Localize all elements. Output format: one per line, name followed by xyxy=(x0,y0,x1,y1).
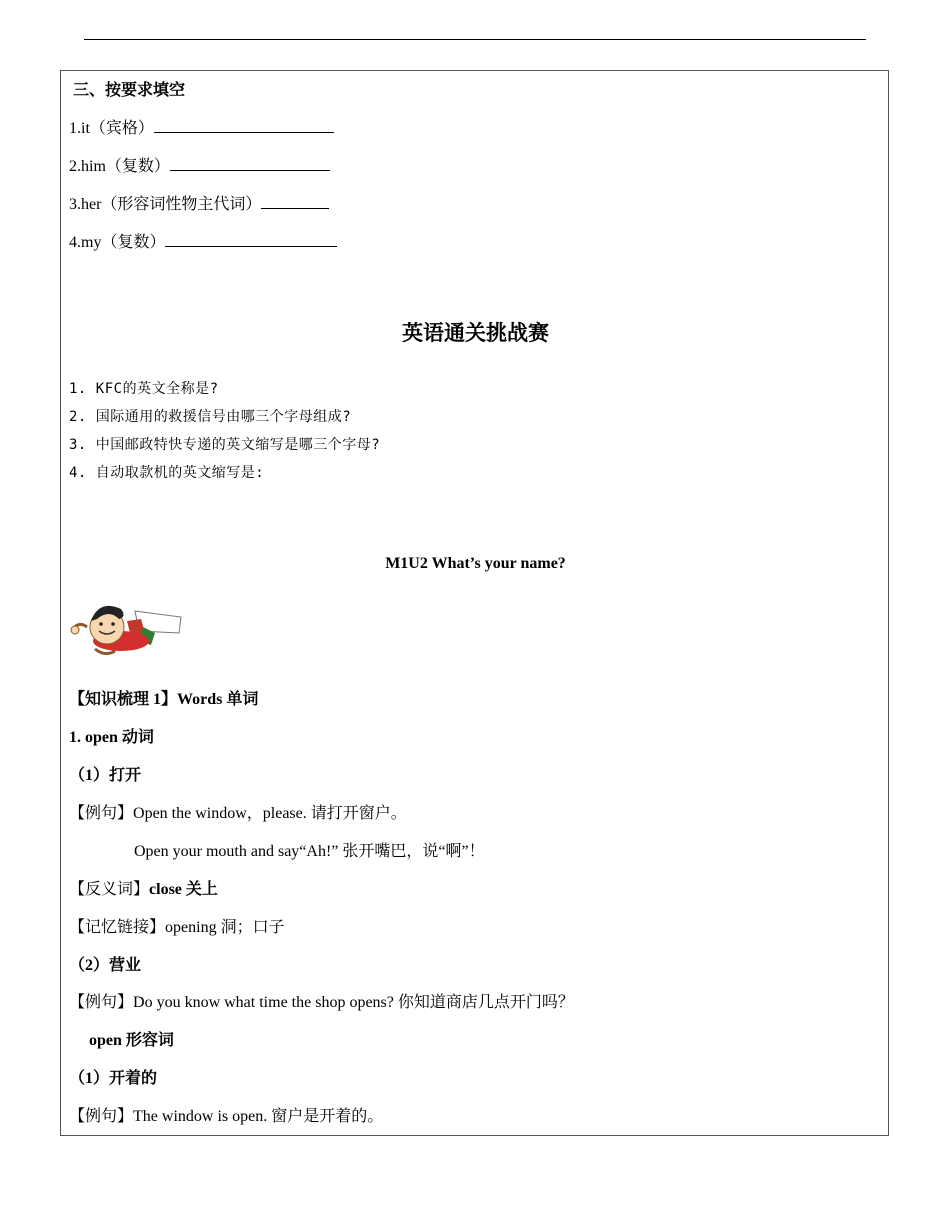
answer-blank[interactable] xyxy=(170,156,330,171)
fill-item-text: 1.it（宾格） xyxy=(69,120,154,137)
example-1b: Open your mouth and say“Ah!” 张开嘴巴，说“啊”！ xyxy=(134,843,485,860)
word-heading-open-adj: open 形容词 xyxy=(89,1032,174,1049)
knowledge-heading: 【知识梳理 1】Words 单词 xyxy=(69,691,259,708)
quiz-question-2: 2. 国际通用的救援信号由哪三个字母组成? xyxy=(69,409,352,425)
sense-3: （1）开着的 xyxy=(69,1070,158,1087)
answer-blank[interactable] xyxy=(154,118,334,133)
quiz-question-1: 1. KFC的英文全称是? xyxy=(69,381,219,397)
example-1 xyxy=(69,800,407,823)
quiz-question-4: 4. 自动取款机的英文缩写是: xyxy=(69,465,265,481)
fill-item-3 xyxy=(69,191,329,214)
example-tag: 【例句】 xyxy=(69,994,134,1011)
fill-item-text: 4.my（复数） xyxy=(69,234,166,251)
example-text: Do you know what time the shop opens? 你知道商店几点开门吗？ xyxy=(133,994,574,1011)
example-text: The window is open. 窗户是开着的。 xyxy=(133,1108,384,1125)
quiz-question-3: 3. 中国邮政特快专递的英文缩写是哪三个字母? xyxy=(69,437,381,453)
word-heading-open-verb: 1. open 动词 xyxy=(69,729,154,746)
sense-1: （1）打开 xyxy=(69,767,142,784)
example-2 xyxy=(69,989,574,1012)
fill-item-4 xyxy=(69,229,337,252)
antonym-tag: 【反义词】 xyxy=(69,881,150,898)
content-box xyxy=(60,70,889,1136)
fill-item-2 xyxy=(69,153,330,176)
antonym-text: close 关上 xyxy=(149,881,218,898)
fill-item-text: 2.him（复数） xyxy=(69,158,170,175)
memory-text: opening 洞；口子 xyxy=(165,919,285,936)
lesson-title: M1U2 What’s your name? xyxy=(385,555,566,572)
memory-line xyxy=(69,914,285,937)
fill-item-text: 3.her（形容词性物主代词） xyxy=(69,196,262,213)
flying-boy-cartoon-icon xyxy=(69,597,185,663)
example-text: Open the window，please. 请打开窗户。 xyxy=(133,805,407,822)
quiz-title: 英语通关挑战赛 xyxy=(402,321,549,345)
sense-2: （2）营业 xyxy=(69,957,142,974)
example-3 xyxy=(69,1103,383,1126)
antonym-line xyxy=(69,876,218,899)
answer-blank[interactable] xyxy=(165,232,337,247)
header-rule xyxy=(84,39,866,40)
memory-tag: 【记忆链接】 xyxy=(69,919,166,936)
section-heading: 三、按要求填空 xyxy=(73,82,186,99)
answer-blank[interactable] xyxy=(261,194,329,209)
example-tag: 【例句】 xyxy=(69,805,134,822)
example-tag: 【例句】 xyxy=(69,1108,134,1125)
fill-item-1 xyxy=(69,115,334,138)
